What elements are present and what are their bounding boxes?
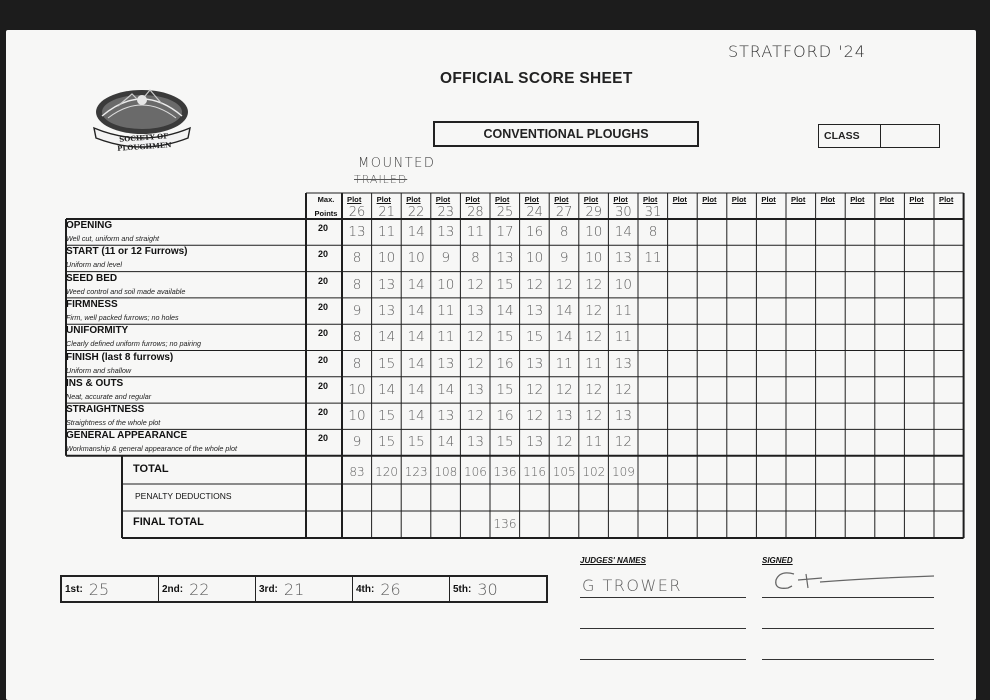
plot-header: Plot [643, 195, 658, 204]
score-cell: 12 [555, 381, 573, 398]
score-cell: 14 [437, 434, 455, 451]
plot-header: Plot [406, 195, 421, 204]
plot-number: 26 [348, 205, 366, 220]
max-points-value: 20 [318, 249, 329, 260]
score-cell: 10 [585, 250, 603, 267]
score-cell: 14 [378, 381, 396, 398]
score-cell: 14 [407, 224, 425, 240]
score-cell: 15 [378, 355, 396, 372]
score-cell: 16 [496, 408, 514, 425]
placing-3 [256, 577, 353, 601]
plot-header: Plot [583, 195, 599, 204]
score-cell: 10 [614, 276, 632, 293]
venue-note: STRATFORD '24 [728, 42, 866, 61]
placing-value: 25 [88, 579, 110, 599]
total-cell: 120 [375, 465, 399, 479]
score-cell: 10 [348, 381, 366, 398]
placing-label: 3rd: [259, 583, 278, 595]
score-cell: 9 [559, 250, 569, 267]
score-cell: 12 [466, 329, 484, 346]
placing-1 [62, 577, 159, 601]
signed-line [762, 597, 934, 598]
criterion-description: Workmanship & general appearance of the whole plot [66, 444, 238, 454]
category-label: CONVENTIONAL PLOUGHS [483, 127, 649, 141]
score-cell: 13 [614, 250, 632, 267]
placing-label: 4th: [356, 583, 375, 595]
score-cell: 13 [496, 250, 514, 267]
score-cell: 13 [437, 224, 455, 240]
max-points-header: Max. Points [314, 195, 338, 218]
plot-number: 22 [407, 205, 425, 220]
plot-header: Plot [702, 195, 717, 204]
signed-line [762, 659, 934, 660]
max-points-value: 20 [318, 275, 329, 286]
score-cell: 14 [555, 329, 573, 346]
total-cell: 136 [493, 465, 517, 479]
criterion-description: Well cut, uniform and straight [66, 234, 159, 243]
score-cell: 11 [466, 224, 484, 240]
plot-number: 21 [378, 205, 395, 220]
criterion-description: Uniform and level [66, 260, 122, 270]
score-cell: 8 [559, 224, 569, 240]
plot-header: Plot [820, 195, 835, 204]
plot-header: Plot [761, 195, 776, 204]
score-cell: 13 [378, 302, 396, 319]
criterion-row [66, 352, 306, 378]
class-label: CLASS [819, 125, 881, 147]
score-cell: 11 [585, 355, 603, 372]
score-cell: 10 [348, 408, 366, 425]
criterion-row [66, 246, 306, 272]
placing-4 [353, 577, 450, 601]
plot-number: 31 [644, 205, 662, 220]
criterion-name: START (11 or 12 Furrows) [66, 246, 188, 258]
placing-label: 2nd: [162, 583, 184, 595]
category-box [433, 121, 699, 147]
score-cell: 12 [585, 408, 603, 425]
criterion-name: STRAIGHTNESS [66, 404, 145, 416]
total-cell: 123 [404, 465, 428, 479]
criterion-row [66, 378, 306, 404]
criterion-description: Weed control and soil made available [66, 286, 186, 296]
score-cell: 13 [526, 302, 544, 319]
score-cell: 17 [496, 224, 514, 240]
plot-number: 27 [555, 205, 573, 220]
score-cell: 15 [378, 434, 396, 451]
score-cell: 10 [378, 250, 396, 267]
plot-header: Plot [850, 195, 865, 204]
judge-name-1: G TROWER [582, 576, 683, 595]
criterion-row [66, 325, 306, 351]
score-cell: 10 [407, 250, 425, 267]
signed-heading: SIGNED [762, 556, 793, 565]
score-cell: 14 [496, 302, 514, 319]
score-cell: 13 [555, 408, 573, 425]
criterion-row [66, 273, 306, 299]
score-cell: 14 [555, 302, 573, 319]
plot-header: Plot [495, 195, 510, 204]
plot-header: Plot [909, 195, 924, 204]
criterion-description: Uniform and shallow [66, 365, 132, 375]
score-cell: 15 [496, 276, 514, 293]
plot-header: Plot [613, 195, 628, 204]
plot-header: Plot [939, 195, 954, 204]
score-cell: 12 [466, 408, 484, 425]
placing-value: 21 [283, 579, 305, 599]
criterion-name: SEED BED [66, 272, 118, 284]
max-points-value: 20 [318, 328, 329, 339]
score-cell: 13 [614, 408, 632, 425]
score-cell: 13 [526, 355, 544, 372]
score-cell: 14 [407, 381, 425, 398]
total-cell: 108 [434, 465, 458, 479]
score-cell: 12 [585, 276, 603, 293]
score-cell: 8 [352, 276, 362, 293]
plot-number: 28 [467, 205, 484, 220]
score-cell: 13 [348, 224, 366, 240]
score-cell: 8 [352, 329, 362, 346]
score-cell: 14 [378, 329, 396, 346]
plot-header: Plot [347, 195, 362, 204]
judge-signature [762, 566, 942, 596]
score-cell: 12 [466, 276, 484, 293]
score-cell: 11 [555, 355, 573, 372]
judge-line [580, 597, 746, 598]
score-cell: 12 [585, 329, 603, 346]
criterion-name: FIRMNESS [66, 298, 118, 310]
placing-label: 5th: [453, 583, 472, 595]
score-cell: 14 [407, 355, 425, 372]
score-cell: 15 [496, 381, 514, 398]
total-label: TOTAL [133, 463, 169, 475]
placings-box [60, 575, 548, 603]
score-cell: 12 [585, 381, 603, 398]
final-total-label: FINAL TOTAL [133, 516, 204, 528]
score-cell: 14 [614, 224, 632, 240]
total-cell: 116 [523, 465, 547, 479]
judges-names-heading: JUDGES' NAMES [580, 556, 646, 565]
criterion-row [66, 220, 306, 246]
max-points-value: 20 [318, 301, 329, 312]
score-cell: 15 [496, 434, 514, 451]
score-cell: 14 [437, 381, 455, 398]
score-cell: 8 [648, 224, 658, 240]
max-points-value: 20 [318, 380, 329, 391]
criterion-row [66, 404, 306, 430]
plough-type-struck: TRAILED [354, 173, 408, 186]
plot-header: Plot [554, 195, 569, 204]
criterion-row [66, 299, 306, 325]
placing-value: 30 [477, 579, 498, 599]
score-cell: 12 [526, 408, 544, 425]
plough-type-note: MOUNTED [358, 156, 436, 171]
page-title: OFFICIAL SCORE SHEET [440, 70, 633, 87]
score-cell: 14 [407, 329, 425, 346]
score-cell: 10 [585, 224, 603, 240]
score-cell: 8 [352, 355, 362, 372]
placing-2 [159, 577, 256, 601]
score-cell: 12 [614, 381, 632, 398]
score-cell: 14 [407, 408, 425, 425]
score-cell: 13 [466, 381, 484, 398]
score-cell: 15 [378, 408, 396, 425]
plot-number: 30 [615, 205, 632, 220]
score-cell: 11 [614, 302, 632, 319]
criterion-description: Firm, well packed furrows; no holes [66, 312, 179, 322]
placing-value: 26 [380, 579, 401, 599]
class-value [881, 125, 939, 147]
plot-header: Plot [672, 195, 687, 204]
total-cell: 102 [582, 465, 606, 479]
max-points-value: 20 [318, 433, 329, 444]
criterion-name: GENERAL APPEARANCE [66, 430, 188, 442]
criterion-description: Straightness of the whole plot [66, 418, 161, 428]
score-cell: 9 [352, 302, 362, 319]
score-cell: 12 [585, 302, 603, 319]
class-box [818, 124, 940, 148]
score-cell: 11 [378, 224, 396, 240]
max-points-value: 20 [318, 354, 329, 365]
score-cell: 9 [352, 434, 362, 451]
max-points-value: 20 [318, 223, 329, 233]
plot-header: Plot [879, 195, 895, 204]
score-cell: 11 [437, 302, 455, 319]
plot-header: Plot [524, 195, 539, 204]
score-cell: 11 [437, 329, 455, 346]
plot-header: Plot [791, 195, 806, 204]
plot-header: Plot [731, 195, 747, 204]
plot-number: 29 [585, 205, 603, 220]
score-cell: 12 [526, 381, 544, 398]
score-cell: 13 [437, 408, 455, 425]
score-cell: 15 [526, 329, 544, 346]
total-cell: 109 [611, 465, 635, 479]
criterion-name: INS & OUTS [66, 377, 124, 389]
total-cell: 83 [349, 465, 365, 479]
score-cell: 12 [614, 434, 632, 451]
score-cell: 12 [555, 434, 573, 451]
total-cell: 106 [463, 465, 487, 479]
score-cell: 14 [407, 276, 425, 293]
plot-number: 23 [437, 205, 455, 220]
score-cell: 12 [526, 276, 544, 293]
judge-line [580, 659, 746, 660]
score-cell: 11 [585, 434, 603, 451]
score-cell: 13 [614, 355, 632, 372]
plot-header: Plot [465, 195, 480, 204]
criterion-row [66, 430, 306, 456]
placing-label: 1st: [65, 583, 83, 595]
score-cell: 13 [437, 355, 455, 372]
score-cell: 13 [466, 434, 484, 451]
signed-line [762, 628, 934, 629]
penalty-label: PENALTY DEDUCTIONS [135, 491, 232, 501]
criterion-name: UNIFORMITY [66, 325, 129, 337]
final-total-cell: 136 [493, 517, 517, 531]
score-cell: 11 [614, 329, 632, 346]
judge-line [580, 628, 746, 629]
criterion-name: OPENING [66, 220, 113, 231]
criterion-description: Clearly defined uniform furrows; no pairing [66, 339, 202, 349]
score-cell: 14 [407, 302, 425, 319]
score-cell: 12 [555, 276, 573, 293]
score-cell: 11 [644, 250, 662, 267]
score-cell: 13 [378, 276, 396, 293]
score-cell: 16 [496, 355, 514, 372]
score-cell: 8 [352, 250, 362, 267]
plot-number: 24 [526, 205, 543, 220]
logo-text: SOCIETY OF PLOUGHMEN [116, 131, 172, 153]
score-cell: 12 [466, 355, 484, 372]
score-cell: 13 [526, 434, 544, 451]
score-cell: 10 [437, 276, 455, 293]
plot-header: Plot [435, 195, 451, 204]
score-cell: 10 [526, 250, 544, 267]
score-cell: 15 [407, 434, 425, 451]
score-cell: 15 [496, 329, 514, 346]
score-cell: 8 [471, 250, 480, 267]
criterion-name: FINISH (last 8 furrows) [66, 351, 174, 363]
score-cell: 16 [526, 224, 544, 240]
placing-value: 22 [189, 579, 210, 599]
criterion-description: Neat, accurate and regular [66, 391, 152, 401]
score-cell: 9 [441, 250, 451, 267]
plot-header: Plot [376, 195, 391, 204]
total-cell: 105 [552, 465, 576, 479]
placing-5 [450, 577, 546, 601]
plot-number: 25 [496, 205, 514, 220]
max-points-value: 20 [318, 407, 329, 418]
score-cell: 13 [466, 302, 484, 319]
